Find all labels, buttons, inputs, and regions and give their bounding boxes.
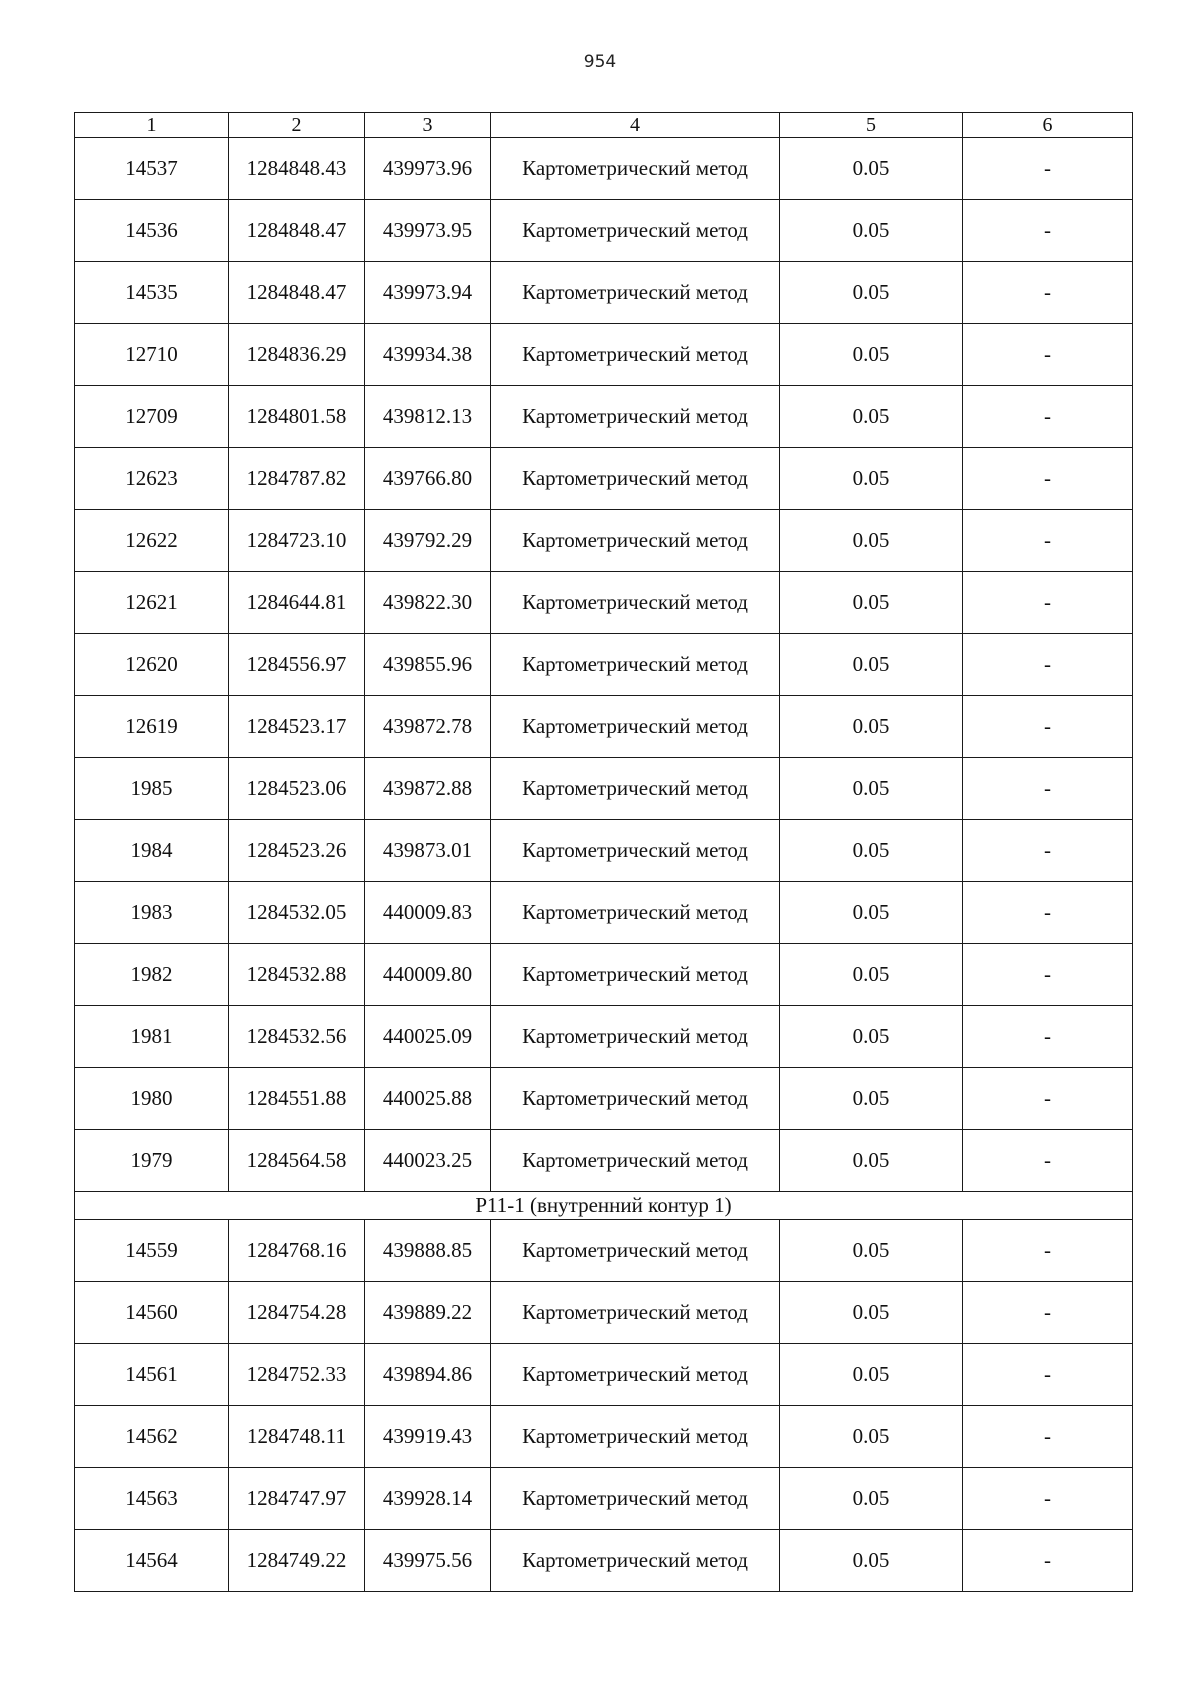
cell-point-number: 1985: [75, 758, 229, 820]
cell-accuracy: 0.05: [780, 138, 963, 200]
cell-method: Картометрический метод: [491, 572, 780, 634]
cell-note: -: [963, 758, 1133, 820]
cell-point-number: 14560: [75, 1282, 229, 1344]
table-row: [75, 200, 1133, 262]
cell-y-coordinate: 439975.56: [365, 1530, 491, 1592]
cell-note: -: [963, 1220, 1133, 1282]
cell-accuracy: 0.05: [780, 944, 963, 1006]
cell-point-number: 12622: [75, 510, 229, 572]
table-body: [75, 138, 1133, 1592]
cell-point-number: 1979: [75, 1130, 229, 1192]
cell-method: Картометрический метод: [491, 820, 780, 882]
table-row: [75, 758, 1133, 820]
cell-method: Картометрический метод: [491, 1468, 780, 1530]
cell-note: -: [963, 1468, 1133, 1530]
table-row: [75, 386, 1133, 448]
cell-point-number: 1983: [75, 882, 229, 944]
cell-x-coordinate: 1284848.43: [229, 138, 365, 200]
cell-x-coordinate: 1284532.88: [229, 944, 365, 1006]
cell-note: -: [963, 138, 1133, 200]
cell-accuracy: 0.05: [780, 1406, 963, 1468]
cell-point-number: 12623: [75, 448, 229, 510]
table-row: [75, 448, 1133, 510]
cell-method: Картометрический метод: [491, 1282, 780, 1344]
cell-note: -: [963, 448, 1133, 510]
cell-x-coordinate: 1284848.47: [229, 200, 365, 262]
cell-x-coordinate: 1284754.28: [229, 1282, 365, 1344]
cell-method: Картометрический метод: [491, 696, 780, 758]
cell-x-coordinate: 1284747.97: [229, 1468, 365, 1530]
cell-point-number: 1984: [75, 820, 229, 882]
cell-note: -: [963, 572, 1133, 634]
cell-method: Картометрический метод: [491, 448, 780, 510]
cell-point-number: 1982: [75, 944, 229, 1006]
cell-accuracy: 0.05: [780, 262, 963, 324]
table-row: [75, 1530, 1133, 1592]
cell-accuracy: 0.05: [780, 200, 963, 262]
cell-point-number: 1981: [75, 1006, 229, 1068]
cell-accuracy: 0.05: [780, 1530, 963, 1592]
cell-note: -: [963, 510, 1133, 572]
cell-y-coordinate: 439872.88: [365, 758, 491, 820]
cell-accuracy: 0.05: [780, 510, 963, 572]
cell-x-coordinate: 1284532.56: [229, 1006, 365, 1068]
table-header: [75, 113, 1133, 138]
cell-accuracy: 0.05: [780, 448, 963, 510]
cell-note: -: [963, 386, 1133, 448]
cell-method: Картометрический метод: [491, 882, 780, 944]
cell-accuracy: 0.05: [780, 1344, 963, 1406]
cell-method: Картометрический метод: [491, 1406, 780, 1468]
cell-point-number: 14537: [75, 138, 229, 200]
cell-method: Картометрический метод: [491, 1068, 780, 1130]
table-row: [75, 1344, 1133, 1406]
section-row: [75, 1192, 1133, 1220]
table-row: [75, 1282, 1133, 1344]
cell-y-coordinate: 439812.13: [365, 386, 491, 448]
cell-x-coordinate: 1284551.88: [229, 1068, 365, 1130]
table-row: [75, 324, 1133, 386]
cell-x-coordinate: 1284748.11: [229, 1406, 365, 1468]
cell-y-coordinate: 439888.85: [365, 1220, 491, 1282]
cell-y-coordinate: 439973.94: [365, 262, 491, 324]
cell-y-coordinate: 440025.09: [365, 1006, 491, 1068]
cell-point-number: 12620: [75, 634, 229, 696]
cell-note: -: [963, 696, 1133, 758]
cell-note: -: [963, 324, 1133, 386]
cell-point-number: 1980: [75, 1068, 229, 1130]
header-row: [75, 113, 1133, 138]
header-col-1: 1: [75, 113, 229, 138]
table-row: [75, 820, 1133, 882]
cell-y-coordinate: 439792.29: [365, 510, 491, 572]
cell-accuracy: 0.05: [780, 696, 963, 758]
cell-method: Картометрический метод: [491, 138, 780, 200]
table-row: [75, 944, 1133, 1006]
cell-x-coordinate: 1284801.58: [229, 386, 365, 448]
cell-note: -: [963, 1530, 1133, 1592]
cell-point-number: 12709: [75, 386, 229, 448]
cell-method: Картометрический метод: [491, 1006, 780, 1068]
cell-method: Картометрический метод: [491, 1530, 780, 1592]
cell-point-number: 12710: [75, 324, 229, 386]
cell-point-number: 14563: [75, 1468, 229, 1530]
cell-point-number: 14564: [75, 1530, 229, 1592]
table-row: [75, 1130, 1133, 1192]
cell-note: -: [963, 882, 1133, 944]
cell-y-coordinate: 440009.80: [365, 944, 491, 1006]
cell-y-coordinate: 439973.96: [365, 138, 491, 200]
cell-point-number: 14561: [75, 1344, 229, 1406]
coordinates-table: [74, 112, 1133, 1592]
cell-note: -: [963, 1130, 1133, 1192]
cell-x-coordinate: 1284723.10: [229, 510, 365, 572]
cell-y-coordinate: 439934.38: [365, 324, 491, 386]
cell-y-coordinate: 439766.80: [365, 448, 491, 510]
cell-y-coordinate: 439873.01: [365, 820, 491, 882]
cell-note: -: [963, 944, 1133, 1006]
cell-point-number: 12621: [75, 572, 229, 634]
cell-note: -: [963, 1282, 1133, 1344]
cell-accuracy: 0.05: [780, 634, 963, 696]
table-row: [75, 1068, 1133, 1130]
cell-method: Картометрический метод: [491, 324, 780, 386]
cell-method: Картометрический метод: [491, 1344, 780, 1406]
cell-accuracy: 0.05: [780, 1468, 963, 1530]
cell-x-coordinate: 1284848.47: [229, 262, 365, 324]
cell-y-coordinate: 439889.22: [365, 1282, 491, 1344]
cell-accuracy: 0.05: [780, 882, 963, 944]
cell-note: -: [963, 1006, 1133, 1068]
table-row: [75, 1006, 1133, 1068]
cell-x-coordinate: 1284556.97: [229, 634, 365, 696]
table-row: [75, 138, 1133, 200]
cell-x-coordinate: 1284523.26: [229, 820, 365, 882]
table-row: [75, 696, 1133, 758]
cell-y-coordinate: 439973.95: [365, 200, 491, 262]
cell-accuracy: 0.05: [780, 1130, 963, 1192]
cell-method: Картометрический метод: [491, 634, 780, 696]
cell-accuracy: 0.05: [780, 1220, 963, 1282]
table-row: [75, 882, 1133, 944]
header-col-5: 5: [780, 113, 963, 138]
cell-y-coordinate: 439822.30: [365, 572, 491, 634]
cell-y-coordinate: 440025.88: [365, 1068, 491, 1130]
cell-x-coordinate: 1284564.58: [229, 1130, 365, 1192]
cell-point-number: 14562: [75, 1406, 229, 1468]
cell-x-coordinate: 1284836.29: [229, 324, 365, 386]
cell-point-number: 14535: [75, 262, 229, 324]
cell-y-coordinate: 440009.83: [365, 882, 491, 944]
cell-note: -: [963, 820, 1133, 882]
cell-x-coordinate: 1284523.06: [229, 758, 365, 820]
table-row: [75, 634, 1133, 696]
cell-method: Картометрический метод: [491, 758, 780, 820]
cell-accuracy: 0.05: [780, 1068, 963, 1130]
cell-method: Картометрический метод: [491, 262, 780, 324]
cell-y-coordinate: 439919.43: [365, 1406, 491, 1468]
cell-method: Картометрический метод: [491, 1220, 780, 1282]
cell-note: -: [963, 1344, 1133, 1406]
cell-point-number: 14536: [75, 200, 229, 262]
cell-note: -: [963, 634, 1133, 696]
table-row: [75, 572, 1133, 634]
cell-accuracy: 0.05: [780, 1282, 963, 1344]
cell-accuracy: 0.05: [780, 572, 963, 634]
cell-point-number: 14559: [75, 1220, 229, 1282]
table-row: [75, 1406, 1133, 1468]
cell-note: -: [963, 1406, 1133, 1468]
cell-x-coordinate: 1284523.17: [229, 696, 365, 758]
cell-x-coordinate: 1284768.16: [229, 1220, 365, 1282]
cell-accuracy: 0.05: [780, 324, 963, 386]
cell-accuracy: 0.05: [780, 1006, 963, 1068]
header-col-4: 4: [491, 113, 780, 138]
table-row: [75, 1468, 1133, 1530]
cell-point-number: 12619: [75, 696, 229, 758]
cell-method: Картометрический метод: [491, 1130, 780, 1192]
section-label: Р11-1 (внутренний контур 1): [75, 1192, 1133, 1220]
table-row: [75, 262, 1133, 324]
cell-x-coordinate: 1284749.22: [229, 1530, 365, 1592]
header-col-2: 2: [229, 113, 365, 138]
page-number: 954: [583, 52, 617, 72]
cell-y-coordinate: 440023.25: [365, 1130, 491, 1192]
cell-y-coordinate: 439928.14: [365, 1468, 491, 1530]
header-col-6: 6: [963, 113, 1133, 138]
cell-accuracy: 0.05: [780, 386, 963, 448]
cell-note: -: [963, 1068, 1133, 1130]
cell-x-coordinate: 1284532.05: [229, 882, 365, 944]
cell-x-coordinate: 1284787.82: [229, 448, 365, 510]
table-row: [75, 1220, 1133, 1282]
cell-note: -: [963, 262, 1133, 324]
cell-method: Картометрический метод: [491, 944, 780, 1006]
cell-method: Картометрический метод: [491, 510, 780, 572]
cell-y-coordinate: 439872.78: [365, 696, 491, 758]
cell-note: -: [963, 200, 1133, 262]
cell-method: Картометрический метод: [491, 200, 780, 262]
cell-method: Картометрический метод: [491, 386, 780, 448]
cell-accuracy: 0.05: [780, 758, 963, 820]
cell-y-coordinate: 439894.86: [365, 1344, 491, 1406]
cell-accuracy: 0.05: [780, 820, 963, 882]
cell-x-coordinate: 1284644.81: [229, 572, 365, 634]
header-col-3: 3: [365, 113, 491, 138]
cell-x-coordinate: 1284752.33: [229, 1344, 365, 1406]
cell-y-coordinate: 439855.96: [365, 634, 491, 696]
table-row: [75, 510, 1133, 572]
